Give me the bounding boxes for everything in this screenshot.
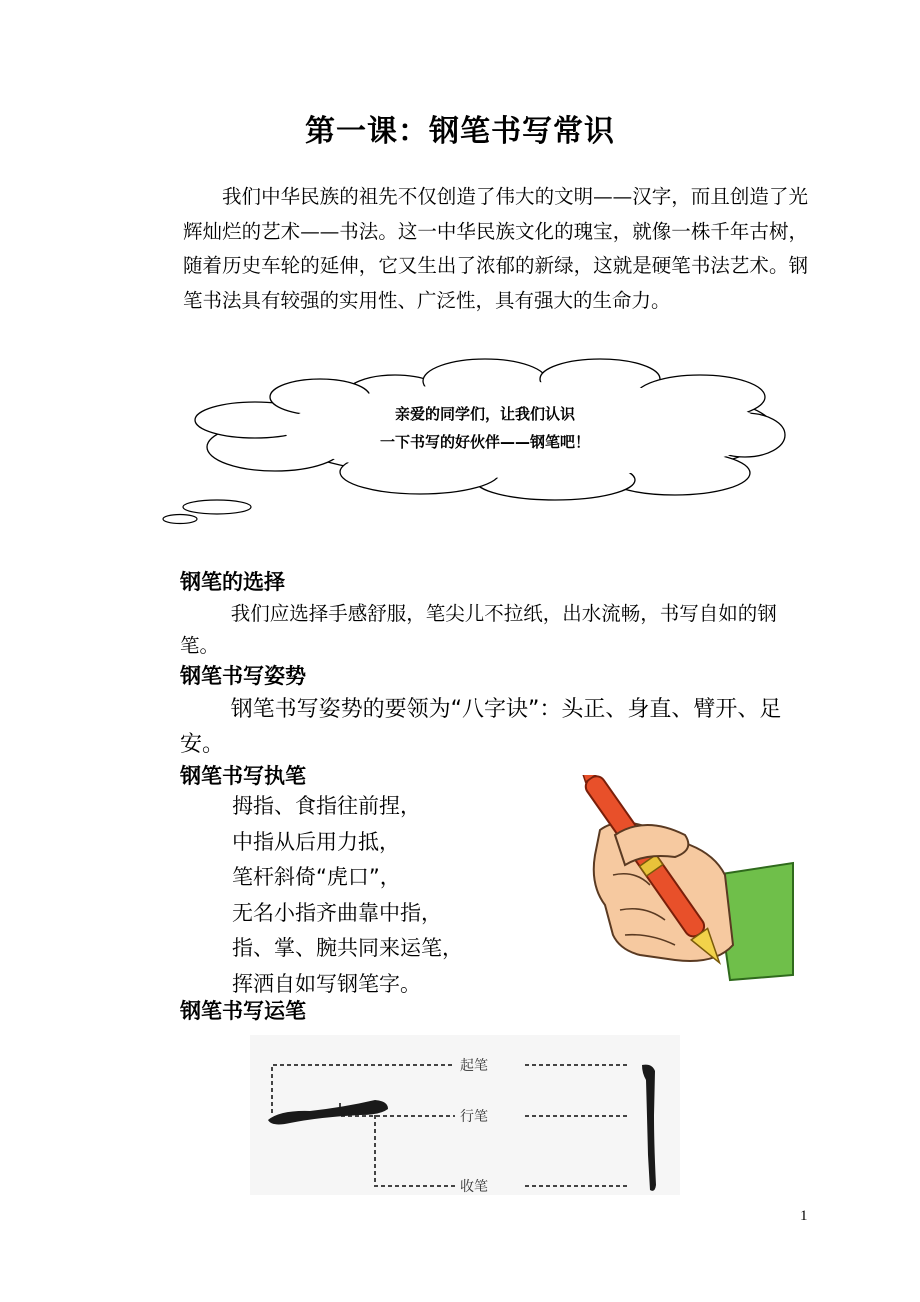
section-text-choice: 我们应选择手感舒服，笔尖儿不拉纸，出水流畅，书写自如的钢笔。: [180, 602, 777, 657]
verse-line: 指、掌、腕共同来运笔，: [232, 936, 463, 961]
verse-line: 中指从后用力抵，: [232, 829, 400, 854]
verse-line: 挥洒自如写钢笔字。: [232, 971, 421, 996]
verse-line: 无名小指齐曲靠中指，: [232, 900, 442, 925]
hand-holding-pen-illustration: [565, 775, 795, 995]
section-text-posture: 钢笔书写姿势的要领为“八字诀”：头正、身直、臂开、足安。: [180, 697, 782, 757]
stroke-label-move: 行笔: [460, 1109, 488, 1125]
section-heading-posture: 钢笔书写姿势: [180, 664, 306, 688]
cloud-message: [300, 400, 670, 456]
page-number: 1: [800, 1208, 808, 1224]
stroke-label-end: 收笔: [460, 1179, 488, 1195]
section-heading-grip: 钢笔书写执笔: [180, 764, 306, 788]
verse-line: 拇指、食指往前捏，: [232, 794, 421, 818]
stroke-diagram: [250, 1035, 680, 1195]
grip-verse: [232, 789, 463, 1003]
cloud-line-1: 亲爱的同学们，让我们认识: [394, 405, 575, 423]
section-heading-choice: 钢笔的选择: [180, 570, 285, 594]
intro-paragraph: 我们中华民族的祖先不仅创造了伟大的文明——汉字，而且创造了光辉灿烂的艺术——书法。这一中华民族文化的瑰宝，就像一株千年古树，随着历史车轮的延伸，它又生出了浓郁的新绿，这就是硬笔书法艺术。钢笔书法具有较强的实用性、广泛性，具有强大的生命力。: [183, 185, 808, 312]
section-heading-stroke: 钢笔书写运笔: [180, 999, 306, 1023]
cloud-line-2: 一下书写的好伙伴——钢笔吧！: [379, 433, 590, 451]
page-title: 第一课：钢笔书写常识: [305, 114, 615, 149]
stroke-label-start: 起笔: [460, 1058, 488, 1074]
verse-line: 笔杆斜倚“虎口”，: [232, 865, 401, 890]
